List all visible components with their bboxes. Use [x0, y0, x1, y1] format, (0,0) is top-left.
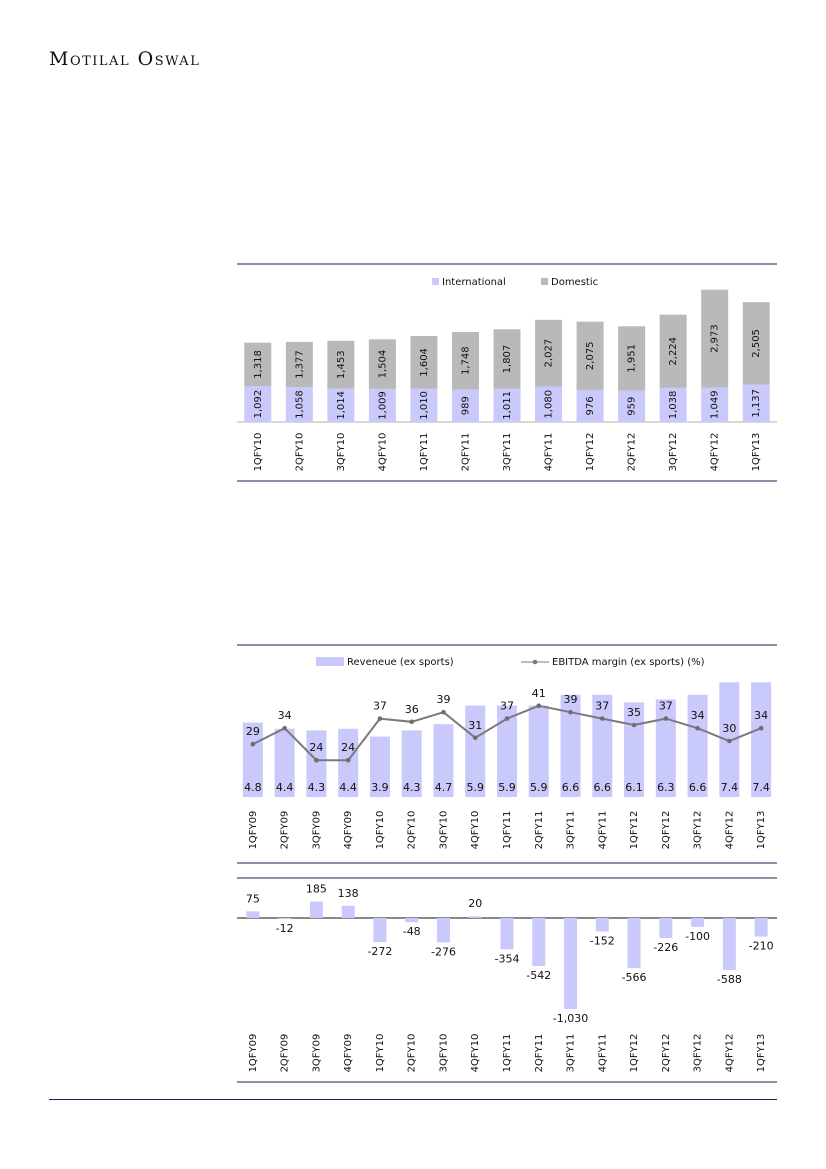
x-tick-label: 2QFY12	[660, 1033, 672, 1073]
data-label-international: 976	[585, 396, 597, 416]
data-label-revenue: 3.9	[371, 781, 389, 794]
x-tick-label: 3QFY12	[692, 810, 704, 850]
data-label-domestic: 2,075	[585, 341, 597, 371]
data-label-revenue: 4.4	[275, 781, 294, 794]
data-label-ebitda: 37	[500, 699, 514, 713]
x-tick-label: 2QFY12	[626, 432, 638, 472]
bar-value	[405, 918, 418, 922]
point-ebitda-margin	[473, 736, 478, 741]
data-label-domestic: 1,807	[502, 344, 513, 374]
data-label-ebitda: 36	[404, 702, 419, 716]
bar-value	[246, 911, 259, 918]
data-label-ebitda: 37	[658, 699, 673, 713]
bar-value	[278, 918, 291, 919]
data-label-revenue: 6.6	[688, 781, 707, 794]
point-ebitda-margin	[568, 710, 573, 715]
data-label-revenue: 4.7	[434, 781, 453, 794]
x-tick-label: 1QFY10	[374, 1033, 386, 1073]
x-tick-label: 2QFY10	[294, 432, 306, 472]
data-label-value: -276	[430, 945, 456, 959]
x-tick-label: 1QFY09	[247, 810, 259, 850]
data-label-revenue: 6.1	[625, 781, 643, 794]
point-ebitda-margin	[759, 726, 764, 731]
x-tick-label: 2QFY11	[533, 1033, 545, 1073]
data-label-value: -152	[589, 934, 615, 948]
x-tick-label: 4QFY10	[470, 1033, 482, 1073]
data-label-ebitda: 29	[245, 725, 260, 739]
x-tick-label: 1QFY11	[502, 810, 513, 850]
bar-value	[532, 918, 545, 966]
legend-label-international: International	[442, 277, 506, 288]
x-tick-label: 1QFY11	[502, 1033, 513, 1073]
data-label-value: 75	[245, 892, 260, 906]
data-label-domestic: 1,453	[335, 350, 347, 380]
data-label-ebitda: 24	[341, 741, 356, 755]
data-label-value: -272	[367, 945, 393, 959]
x-tick-label: 4QFY10	[470, 810, 482, 850]
x-tick-label: 2QFY09	[279, 810, 291, 850]
x-tick-label: 1QFY12	[629, 1033, 641, 1073]
bar-value	[310, 902, 323, 918]
point-ebitda-margin	[441, 710, 446, 715]
chart-1-revenue-mix	[237, 264, 777, 481]
data-label-domestic: 1,748	[460, 346, 472, 376]
data-label-international: 1,058	[294, 390, 306, 419]
data-label-international: 1,038	[668, 390, 680, 420]
data-label-value: -1,030	[552, 1012, 589, 1026]
data-label-international: 959	[626, 396, 638, 416]
x-tick-label: 3QFY10	[438, 1033, 450, 1073]
data-label-domestic: 1,504	[377, 349, 389, 379]
point-ebitda-margin	[346, 758, 351, 763]
bar-value	[342, 906, 355, 918]
x-tick-label: 3QFY12	[692, 1033, 704, 1073]
footer-divider	[49, 1099, 777, 1100]
legend-marker-ebitda	[533, 660, 538, 665]
data-label-domestic: 2,973	[709, 324, 721, 353]
x-tick-label: 2QFY10	[406, 1033, 418, 1073]
x-tick-label: 4QFY12	[709, 432, 721, 472]
x-tick-label: 2QFY09	[279, 1033, 291, 1073]
x-tick-label: 2QFY11	[460, 432, 472, 472]
bar-value	[596, 918, 609, 931]
data-label-ebitda: 34	[277, 709, 292, 723]
legend-swatch-international	[432, 278, 439, 285]
data-label-ebitda: 34	[754, 709, 769, 723]
data-label-revenue: 6.6	[593, 781, 612, 794]
data-label-ebitda: 37	[372, 699, 387, 713]
data-label-ebitda: 35	[627, 706, 642, 719]
data-label-value: -566	[621, 971, 647, 985]
bar-value	[469, 916, 482, 918]
x-tick-label: 3QFY12	[668, 432, 680, 472]
data-label-international: 1,009	[377, 391, 389, 420]
data-label-domestic: 2,505	[751, 329, 763, 358]
legend-label-revenue: Reveneue (ex sports)	[347, 657, 454, 668]
data-label-international: 1,092	[252, 389, 264, 419]
bar-value	[564, 918, 577, 1009]
x-tick-label: 1QFY13	[756, 810, 768, 850]
x-tick-label: 4QFY11	[597, 810, 609, 850]
x-tick-label: 4QFY09	[343, 810, 355, 850]
data-label-revenue: 6.6	[561, 781, 580, 794]
data-label-international: 1,049	[709, 390, 721, 420]
x-tick-label: 2QFY10	[406, 810, 418, 850]
x-tick-label: 2QFY11	[533, 810, 545, 850]
x-tick-label: 3QFY09	[311, 810, 323, 850]
data-label-revenue: 7.4	[752, 781, 770, 794]
data-label-domestic: 1,604	[418, 348, 430, 377]
legend-label-domestic: Domestic	[551, 277, 599, 288]
point-ebitda-margin	[505, 716, 510, 721]
x-tick-label: 4QFY11	[597, 1033, 609, 1073]
data-label-revenue: 4.3	[307, 781, 326, 794]
x-tick-label: 1QFY10	[252, 432, 264, 472]
data-label-domestic: 2,027	[543, 338, 555, 368]
data-label-revenue: 4.8	[244, 781, 262, 794]
data-label-revenue: 6.3	[657, 781, 675, 794]
point-ebitda-margin	[314, 758, 319, 763]
bar-value	[501, 918, 514, 949]
data-label-ebitda: 39	[563, 693, 578, 707]
data-label-value: -48	[402, 925, 421, 939]
data-label-ebitda: 24	[309, 741, 324, 755]
x-tick-label: 3QFY11	[502, 432, 513, 472]
data-label-international: 1,137	[751, 388, 763, 418]
data-label-international: 989	[460, 396, 472, 416]
data-label-revenue: 5.9	[466, 781, 484, 794]
data-label-ebitda: 31	[468, 718, 483, 732]
bar-value	[373, 918, 386, 942]
bar-value	[691, 918, 704, 927]
data-label-international: 1,080	[543, 389, 555, 419]
data-label-value: -588	[716, 973, 742, 987]
bar-value	[628, 918, 641, 968]
x-tick-label: 3QFY11	[565, 810, 577, 850]
x-tick-label: 3QFY10	[335, 432, 347, 472]
data-label-domestic: 1,318	[252, 350, 264, 379]
data-label-international: 1,010	[418, 391, 430, 420]
data-label-domestic: 1,377	[294, 350, 306, 379]
bar-value	[723, 918, 736, 970]
data-label-ebitda: 37	[595, 699, 610, 713]
x-tick-label: 3QFY11	[565, 1033, 577, 1073]
bar-revenue	[751, 682, 771, 797]
data-label-value: -354	[494, 952, 520, 966]
bar-value	[755, 918, 768, 937]
data-label-value: -210	[748, 939, 774, 953]
point-ebitda-margin	[251, 742, 256, 747]
x-tick-label: 4QFY10	[377, 432, 389, 472]
data-label-value: -12	[275, 922, 294, 936]
point-ebitda-margin	[536, 704, 541, 709]
point-ebitda-margin	[664, 716, 669, 721]
data-label-ebitda: 30	[722, 722, 737, 735]
x-tick-label: 1QFY09	[247, 1033, 259, 1073]
data-label-revenue: 4.4	[339, 781, 357, 794]
x-tick-label: 4QFY09	[343, 1033, 355, 1073]
data-label-international: 1,014	[335, 390, 347, 420]
data-label-international: 1,011	[502, 391, 513, 420]
bar-value	[659, 918, 672, 938]
chart-3-bottom-bars	[237, 878, 777, 1082]
data-label-revenue: 7.4	[720, 781, 739, 794]
x-tick-label: 1QFY13	[751, 432, 763, 472]
data-label-value: 138	[337, 886, 359, 900]
x-tick-label: 3QFY10	[438, 810, 450, 850]
brand-logo: Motilal Oswal	[49, 48, 201, 70]
data-label-value: 185	[305, 882, 327, 896]
data-label-value: -100	[685, 929, 711, 943]
legend-label-ebitda: EBITDA margin (ex sports) (%)	[552, 657, 705, 668]
data-label-ebitda: 34	[690, 709, 705, 723]
data-label-domestic: 2,224	[668, 336, 680, 366]
x-tick-label: 4QFY12	[724, 810, 736, 850]
data-label-value: -226	[653, 941, 679, 955]
data-label-ebitda: 39	[436, 693, 451, 707]
data-label-revenue: 5.9	[530, 781, 548, 794]
x-tick-label: 1QFY12	[585, 432, 597, 472]
point-ebitda-margin	[282, 726, 287, 731]
legend-swatch-domestic	[541, 278, 548, 285]
x-tick-label: 4QFY12	[724, 1033, 736, 1073]
data-label-ebitda: 41	[531, 686, 546, 700]
x-tick-label: 2QFY12	[660, 810, 672, 850]
point-ebitda-margin	[409, 720, 414, 725]
bar-value	[437, 918, 450, 942]
legend-swatch-revenue	[316, 657, 344, 666]
point-ebitda-margin	[632, 723, 637, 728]
data-label-value: 20	[468, 897, 483, 911]
data-label-domestic: 1,951	[626, 344, 638, 373]
x-tick-label: 3QFY09	[311, 1033, 323, 1073]
x-tick-label: 4QFY11	[543, 432, 555, 472]
chart-2-revenue-margin	[237, 645, 777, 863]
x-tick-label: 1QFY11	[418, 432, 430, 472]
x-tick-label: 1QFY12	[629, 810, 641, 850]
data-label-revenue: 4.3	[402, 781, 421, 794]
point-ebitda-margin	[378, 716, 383, 721]
x-tick-label: 1QFY10	[374, 810, 386, 850]
point-ebitda-margin	[727, 739, 732, 744]
point-ebitda-margin	[600, 716, 605, 721]
point-ebitda-margin	[695, 726, 700, 731]
data-label-revenue: 5.9	[498, 781, 516, 794]
x-tick-label: 1QFY13	[756, 1033, 768, 1073]
data-label-value: -542	[526, 968, 552, 982]
